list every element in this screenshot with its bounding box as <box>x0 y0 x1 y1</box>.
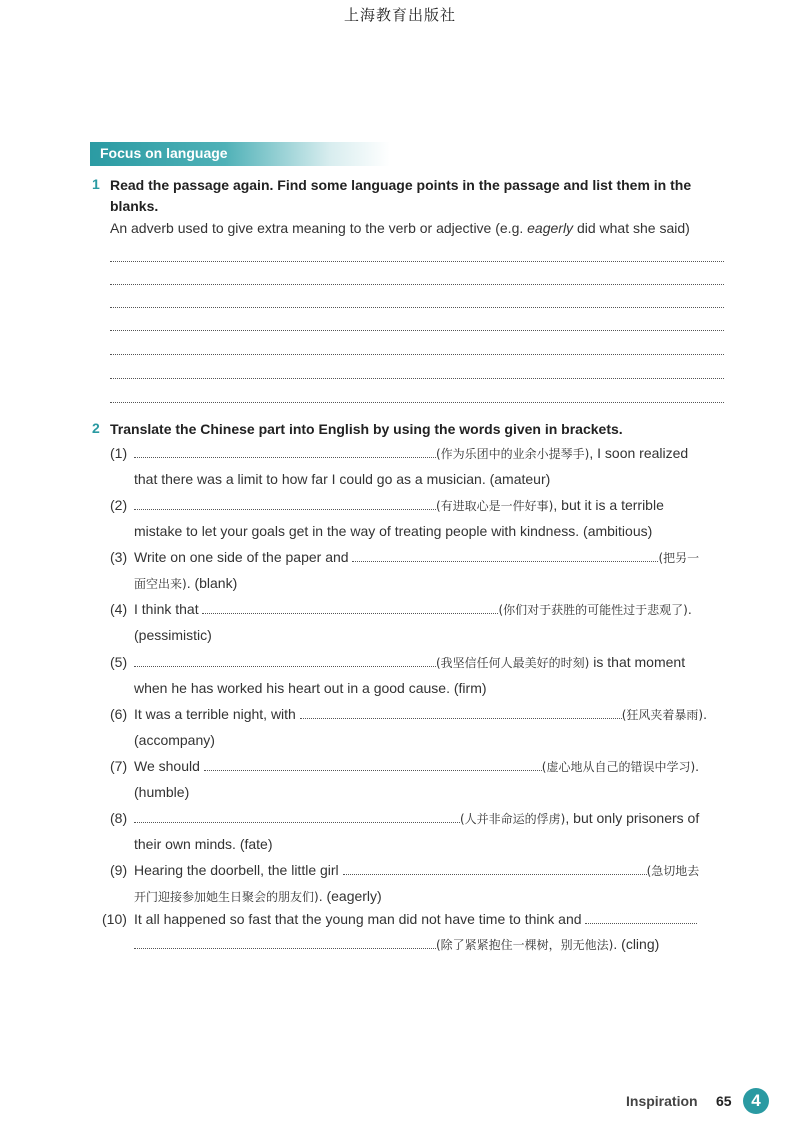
answer-blank[interactable] <box>202 599 498 614</box>
item-text: It all happened so fast that the young man did not have time to think and <box>134 911 582 927</box>
translation-item-2 <box>100 493 724 544</box>
translation-item-7 <box>100 754 724 805</box>
item-number: (10) <box>102 911 127 927</box>
item-number: (1) <box>110 445 128 461</box>
chinese-prompt-cont: 面空出来) <box>134 577 187 591</box>
section-title: Focus on language <box>100 145 228 161</box>
item-number: (4) <box>110 601 128 617</box>
answer-blank[interactable] <box>134 652 436 667</box>
translation-item-8 <box>100 806 724 857</box>
item-text: Hearing the doorbell, the little girl <box>134 862 339 878</box>
answer-blank-cont[interactable] <box>134 934 436 949</box>
question-1-title <box>110 175 730 217</box>
chinese-prompt: (把另一 <box>658 551 700 565</box>
question-1-instruction <box>110 220 690 236</box>
section-banner <box>90 142 390 166</box>
answer-line[interactable] <box>110 402 724 403</box>
item-text: It was a terrible night, with <box>134 706 296 722</box>
item-number: (7) <box>110 758 128 774</box>
answer-blank[interactable] <box>300 704 622 719</box>
question-1-title-line2: blanks. <box>110 198 159 214</box>
item-text: , but it is a terrible <box>553 497 664 513</box>
item-text-line2: . (cling) <box>613 936 660 952</box>
page-number: 65 <box>716 1093 732 1109</box>
translation-item-6 <box>100 702 724 753</box>
item-text: We should <box>134 758 200 774</box>
answer-line[interactable] <box>110 307 724 308</box>
chinese-prompt: (有进取心是一件好事) <box>436 499 554 513</box>
item-text-line2: that there was a limit to how far I could go as a musician. (amateur) <box>134 471 551 487</box>
item-text-line2: . (eagerly) <box>318 888 382 904</box>
chinese-prompt: (我坚信任何人最美好的时刻) <box>436 656 590 670</box>
translation-item-10 <box>100 907 724 958</box>
item-text-line2: (accompany) <box>134 732 215 748</box>
publisher-header: 上海教育出版社 <box>343 6 456 24</box>
item-text-line2: their own minds. (fate) <box>134 836 273 852</box>
translation-item-5 <box>100 650 724 701</box>
question-1-number: 1 <box>92 176 100 192</box>
chinese-prompt: (人并非命运的俘虏) <box>460 812 566 826</box>
item-text-line2: when he has worked his heart out in a good cause. (firm) <box>134 680 487 696</box>
footer-book-title: Inspiration <box>626 1093 698 1109</box>
answer-line[interactable] <box>110 378 724 379</box>
item-number: (9) <box>110 862 128 878</box>
question-2-title: Translate the Chinese part into English by using the words given in brackets. <box>110 421 623 437</box>
answer-blank[interactable] <box>585 909 697 924</box>
answer-line[interactable] <box>110 330 724 331</box>
item-text-line2: (pessimistic) <box>134 627 212 643</box>
item-number: (5) <box>110 654 128 670</box>
item-text: is that moment <box>589 654 686 670</box>
item-number: (2) <box>110 497 128 513</box>
translation-item-4 <box>100 597 724 648</box>
answer-blank[interactable] <box>204 756 542 771</box>
answer-line[interactable] <box>110 354 724 355</box>
translation-item-1 <box>100 441 724 492</box>
item-number: (6) <box>110 706 128 722</box>
item-text-line2: mistake to let your goals get in the way of treating people with kindness. (ambitious) <box>134 523 653 539</box>
item-text: , but only prisoners of <box>565 810 700 826</box>
answer-blank[interactable] <box>134 808 460 823</box>
instruction-example: eagerly <box>527 220 574 236</box>
answer-blank[interactable] <box>352 547 658 562</box>
item-number: (8) <box>110 810 128 826</box>
item-text-line2: . (blank) <box>186 575 238 591</box>
answer-line[interactable] <box>110 284 724 285</box>
chinese-prompt: (虚心地从自己的错误中学习) <box>541 760 696 774</box>
question-1-title-line1: Read the passage again. Find some language points in the passage and list them in the <box>110 177 692 193</box>
item-text: I think that <box>134 601 199 617</box>
chinese-prompt: (急切地去 <box>646 864 700 878</box>
answer-blank[interactable] <box>134 495 436 510</box>
chinese-prompt: (你们对于获胜的可能性过于悲观了) <box>498 603 688 617</box>
instruction-text-end: did what she said) <box>573 220 690 236</box>
translation-item-3 <box>100 545 724 597</box>
instruction-text: An adverb used to give extra meaning to the verb or adjective (e.g. <box>110 220 528 236</box>
chinese-prompt: (狂风夹着暴雨) <box>621 708 704 722</box>
answer-blank[interactable] <box>134 443 436 458</box>
item-number: (3) <box>110 549 128 565</box>
item-text: , I soon realized <box>589 445 689 461</box>
answer-line[interactable] <box>110 261 724 262</box>
chinese-prompt: (作为乐团中的业余小提琴手) <box>436 447 590 461</box>
item-text-line2: (humble) <box>134 784 190 800</box>
question-2-number: 2 <box>92 420 100 436</box>
unit-number-badge: 4 <box>743 1088 769 1114</box>
item-text: . <box>687 601 692 617</box>
answer-blank[interactable] <box>343 860 647 875</box>
chinese-prompt-cont: 开门迎接参加她生日聚会的朋友们) <box>134 890 319 904</box>
item-text: . <box>703 706 708 722</box>
item-text: . <box>695 758 700 774</box>
chinese-prompt: (除了紧紧抱住一棵树，别无他法) <box>436 938 614 952</box>
translation-item-9 <box>100 858 724 910</box>
item-text: Write on one side of the paper and <box>134 549 349 565</box>
